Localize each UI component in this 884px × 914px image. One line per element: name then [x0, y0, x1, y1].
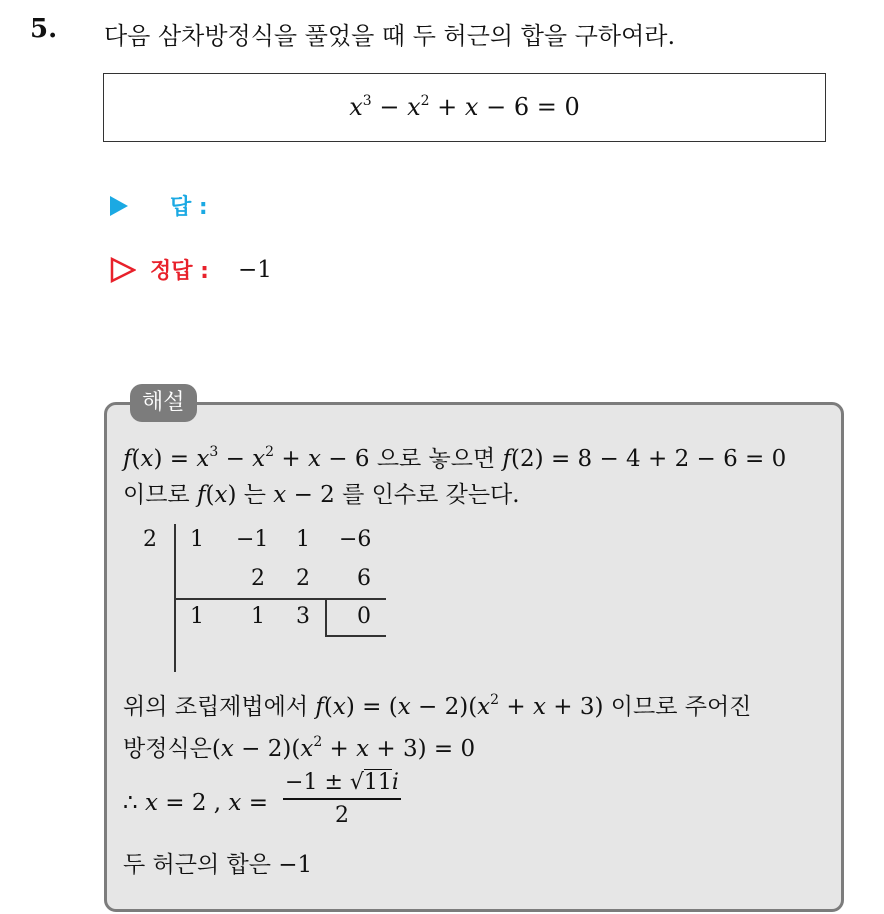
solution-line-3: 위의 조립제법에서 $f(x) = (x - 2)(x^2 + x + 3)$ 이므로 주어진: [123, 692, 752, 720]
question-number: 5.: [30, 14, 58, 44]
question-text: 다음 삼차방정식을 풀었을 때 두 허근의 합을 구하여라.: [104, 22, 676, 50]
fraction-numerator: −1 ± √11i: [285, 770, 399, 795]
equation: $x^3 - x^2 + x - 6 = 0$: [349, 93, 580, 121]
coefficient: 1: [296, 527, 310, 552]
synthetic-horizontal-line: [174, 598, 386, 600]
solution-line-2: 이므로 f(x) 는 x − 2 를 인수로 갖는다.: [123, 482, 520, 508]
coefficient: 1: [190, 527, 204, 552]
quotient-coefficient: 3: [296, 604, 310, 629]
solution-line-6: 두 허근의 합은 −1: [123, 852, 313, 878]
partial-product: 6: [357, 566, 371, 591]
remainder-bottom-line: [325, 635, 386, 637]
remainder-left-line: [325, 598, 327, 636]
correct-answer-value: −1: [238, 257, 272, 283]
solution-line-4: 방정식은$(x - 2)(x^2 + x + 3) = 0$: [123, 734, 476, 762]
solution-line-5: ∴ x = 2 , x =: [123, 790, 268, 816]
partial-product: 2: [251, 566, 265, 591]
coefficient: −1: [236, 527, 269, 552]
partial-product: 2: [296, 566, 310, 591]
quotient-coefficient: 1: [251, 604, 265, 629]
synthetic-divisor: 2: [143, 527, 157, 552]
solution-tab: 해설: [130, 384, 197, 422]
fraction-denominator: 2: [335, 802, 349, 828]
solution-line-1: $f(x) = x^3 - x^2 + x - 6$ 으로 놓으면 f(2) = 8 − 4 + 2 − 6 = 0: [123, 444, 787, 472]
coefficient: −6: [339, 527, 372, 552]
answer-label: 답 :: [170, 195, 208, 220]
remainder: 0: [357, 604, 371, 629]
quotient-coefficient: 1: [190, 604, 204, 629]
correct-answer-label: 정답 :: [150, 259, 209, 284]
fraction-bar: [283, 798, 401, 800]
fraction: [283, 770, 401, 828]
